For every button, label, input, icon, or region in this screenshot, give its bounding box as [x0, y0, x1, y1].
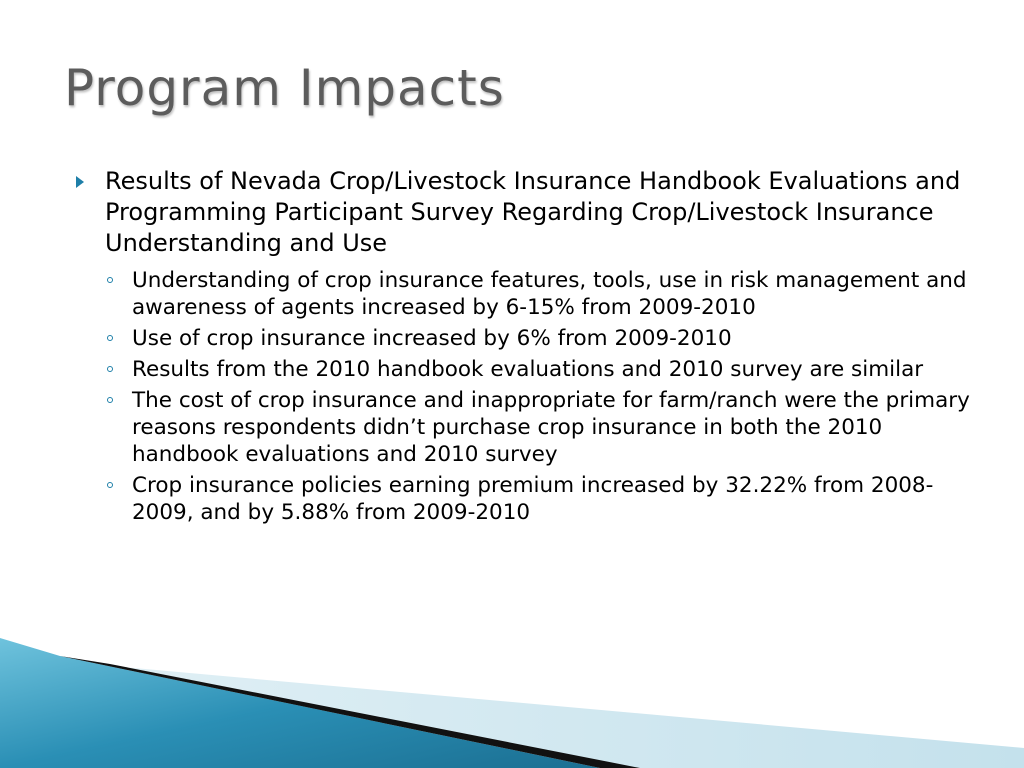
ring-bullet-icon: [107, 335, 113, 341]
ring-bullet-icon: [107, 397, 113, 403]
main-bullet-text: Results of Nevada Crop/Livestock Insurance Handbook Evaluations and Programming Participant Survey Regarding Crop/Livestock Insurance Understanding and Use: [105, 167, 961, 257]
sub-bullet: [72, 472, 972, 526]
ring-bullet-icon: [107, 366, 113, 372]
ring-bullet-icon: [107, 482, 113, 488]
slide-body: [72, 166, 972, 530]
sub-bullet: [72, 325, 972, 352]
sub-bullet-text: Crop insurance policies earning premium increased by 32.22% from 2008-2009, and by 5.88% from 2009-2010: [132, 473, 934, 525]
decorative-swoosh: [0, 638, 1024, 768]
sub-bullet-text: Understanding of crop insurance features, tools, use in risk management and awareness of agents increased by 6-15% from 2009-2010: [132, 268, 967, 320]
sub-bullet: [72, 387, 972, 468]
slide-title: Program Impacts: [64, 59, 505, 117]
sub-bullet-text: The cost of crop insurance and inappropriate for farm/ranch were the primary reasons respondents didn’t purchase crop insurance in both the 2010 handbook evaluations and 2010 survey: [132, 388, 970, 467]
sub-bullet: [72, 356, 972, 383]
main-bullet: [72, 166, 972, 259]
sub-bullet-text: Use of crop insurance increased by 6% from 2009-2010: [132, 326, 732, 351]
ring-bullet-icon: [107, 277, 113, 283]
sub-bullet: [72, 267, 972, 321]
sub-bullet-text: Results from the 2010 handbook evaluations and 2010 survey are similar: [132, 357, 924, 382]
arrow-right-icon: [76, 176, 84, 188]
sub-bullet-list: [72, 267, 972, 526]
